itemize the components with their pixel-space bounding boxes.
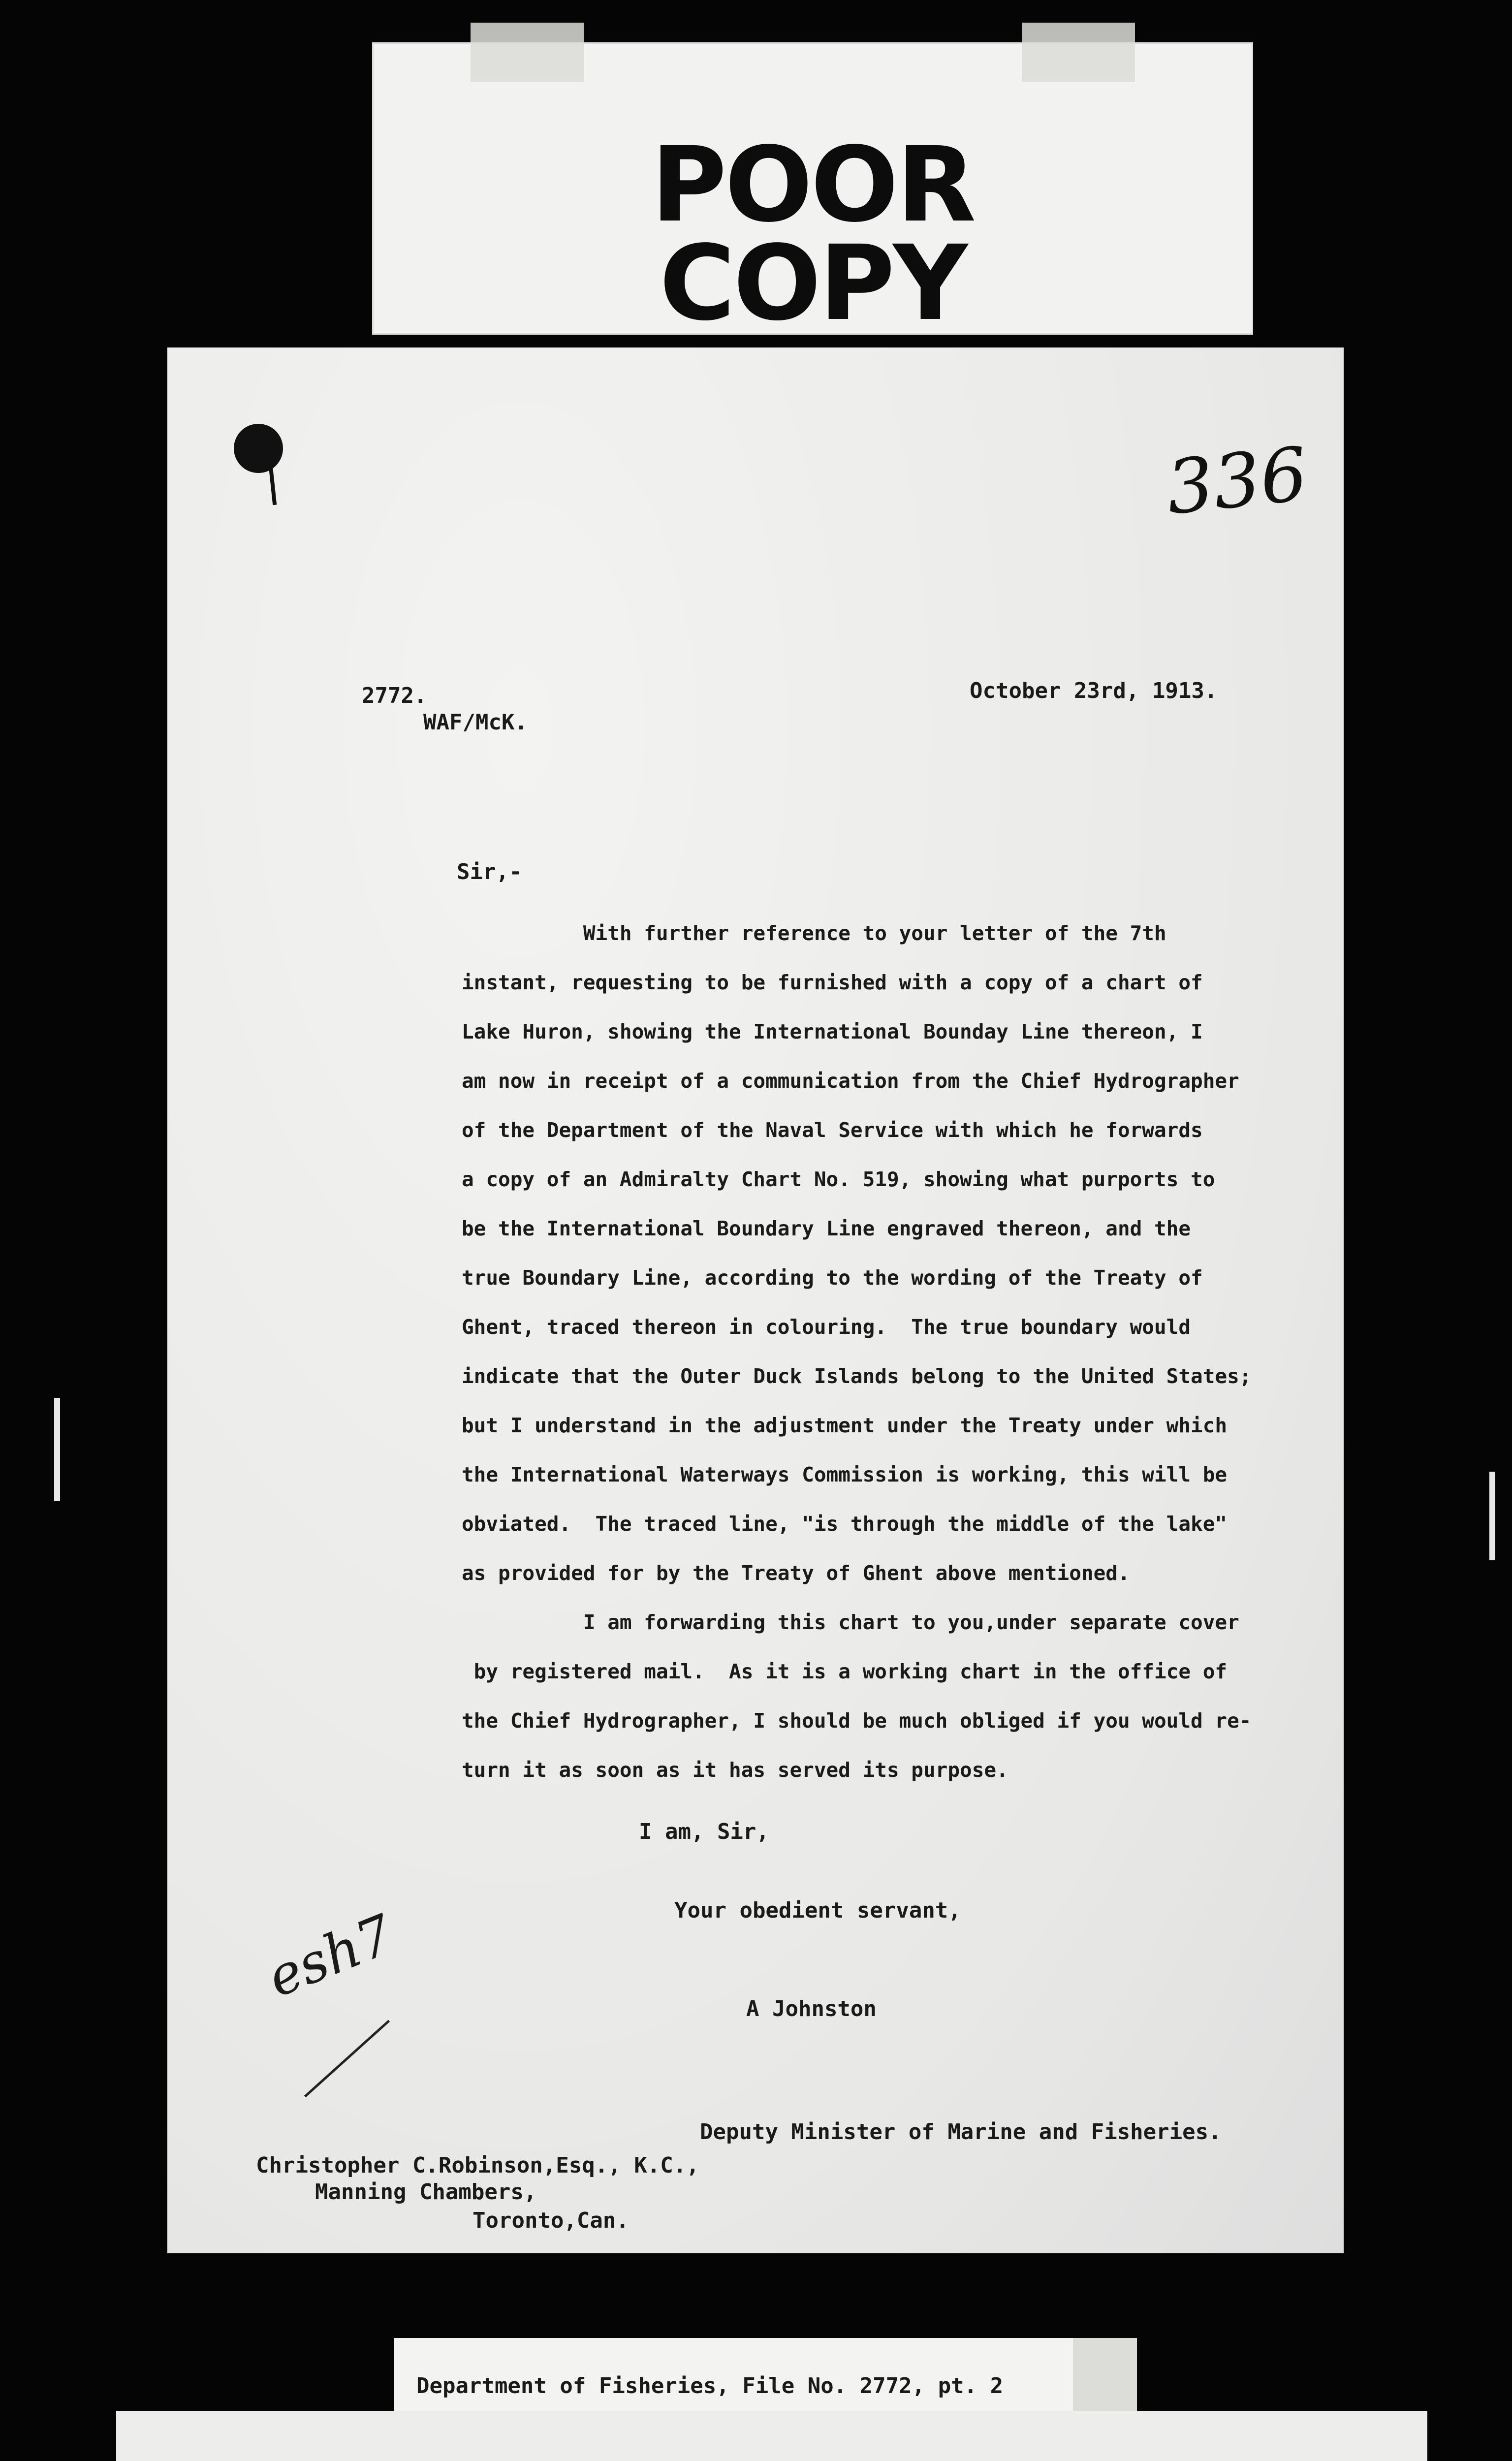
body-line: instant, requesting to be furnished with a copy of a chart of [462, 971, 1203, 994]
handwritten-initials: esh7 [258, 1902, 402, 2010]
closing: I am, Sir, [639, 1819, 769, 1844]
body-line: am now in receipt of a communication from the Chief Hydrographer [462, 1069, 1239, 1093]
tape-left [471, 23, 584, 82]
body-line: by registered mail. As it is a working chart in the office of [462, 1660, 1228, 1683]
tape-right [1022, 23, 1135, 82]
complimentary-close: Your obedient servant, [674, 1898, 961, 1923]
file-reference-text: Department of Fisheries, File No. 2772, pt. 2 [416, 2373, 1004, 2398]
body-line: indicate that the Outer Duck Islands belong to the United States; [462, 1364, 1252, 1388]
body-line: true Boundary Line, according to the wording of the Treaty of [462, 1266, 1203, 1290]
body-line: With further reference to your letter of the 7th [462, 921, 1166, 945]
body-line: obviated. The traced line, "is through the middle of the lake" [462, 1512, 1228, 1536]
poor-copy-card [372, 42, 1253, 344]
body-line: Ghent, traced thereon in colouring. The true boundary would [462, 1315, 1191, 1339]
body-line: the Chief Hydrographer, I should be much obliged if you would re- [462, 1709, 1252, 1733]
address-line: Manning Chambers, [315, 2179, 537, 2205]
body-line: be the International Boundary Line engraved thereon, and the [462, 1217, 1191, 1240]
letter-date: October 23rd, 1913. [970, 678, 1218, 703]
margin-mark-right [1489, 1472, 1495, 1560]
address-line: Toronto,Can. [472, 2208, 629, 2233]
body-line: a copy of an Admiralty Chart No. 519, showing what purports to [462, 1167, 1215, 1191]
body-line: I am forwarding this chart to you,under separate cover [462, 1610, 1239, 1634]
archives-card [116, 2411, 1427, 2461]
punch-hole-mark [269, 466, 277, 505]
signatory-title: Deputy Minister of Marine and Fisheries. [700, 2119, 1222, 2145]
reference-initials: WAF/McK. [423, 710, 528, 735]
signature-name: A Johnston [746, 1996, 877, 2021]
address-line: Christopher C.Robinson,Esq., K.C., [256, 2153, 699, 2178]
body-line: turn it as soon as it has served its purpose. [462, 1758, 1008, 1782]
body-line: Lake Huron, showing the International Bounday Line thereon, I [462, 1020, 1203, 1043]
body-line: of the Department of the Naval Service with which he forwards [462, 1118, 1203, 1142]
file-reference-strip [394, 2338, 1128, 2412]
file-reference: 2772. [362, 683, 427, 708]
poor-copy-line1: POOR [651, 125, 975, 245]
handwritten-page-number: 336 [1162, 431, 1312, 532]
body-line: but I understand in the adjustment under the Treaty under which [462, 1414, 1228, 1437]
body-line: as provided for by the Treaty of Ghent above mentioned. [462, 1561, 1130, 1585]
body-line: the International Waterways Commission is working, this will be [462, 1463, 1228, 1486]
punch-hole [234, 424, 283, 473]
strip-tape [1073, 2338, 1137, 2412]
margin-mark-left [54, 1398, 60, 1501]
salutation: Sir,- [457, 859, 522, 884]
poor-copy-line2: COPY [659, 223, 966, 344]
